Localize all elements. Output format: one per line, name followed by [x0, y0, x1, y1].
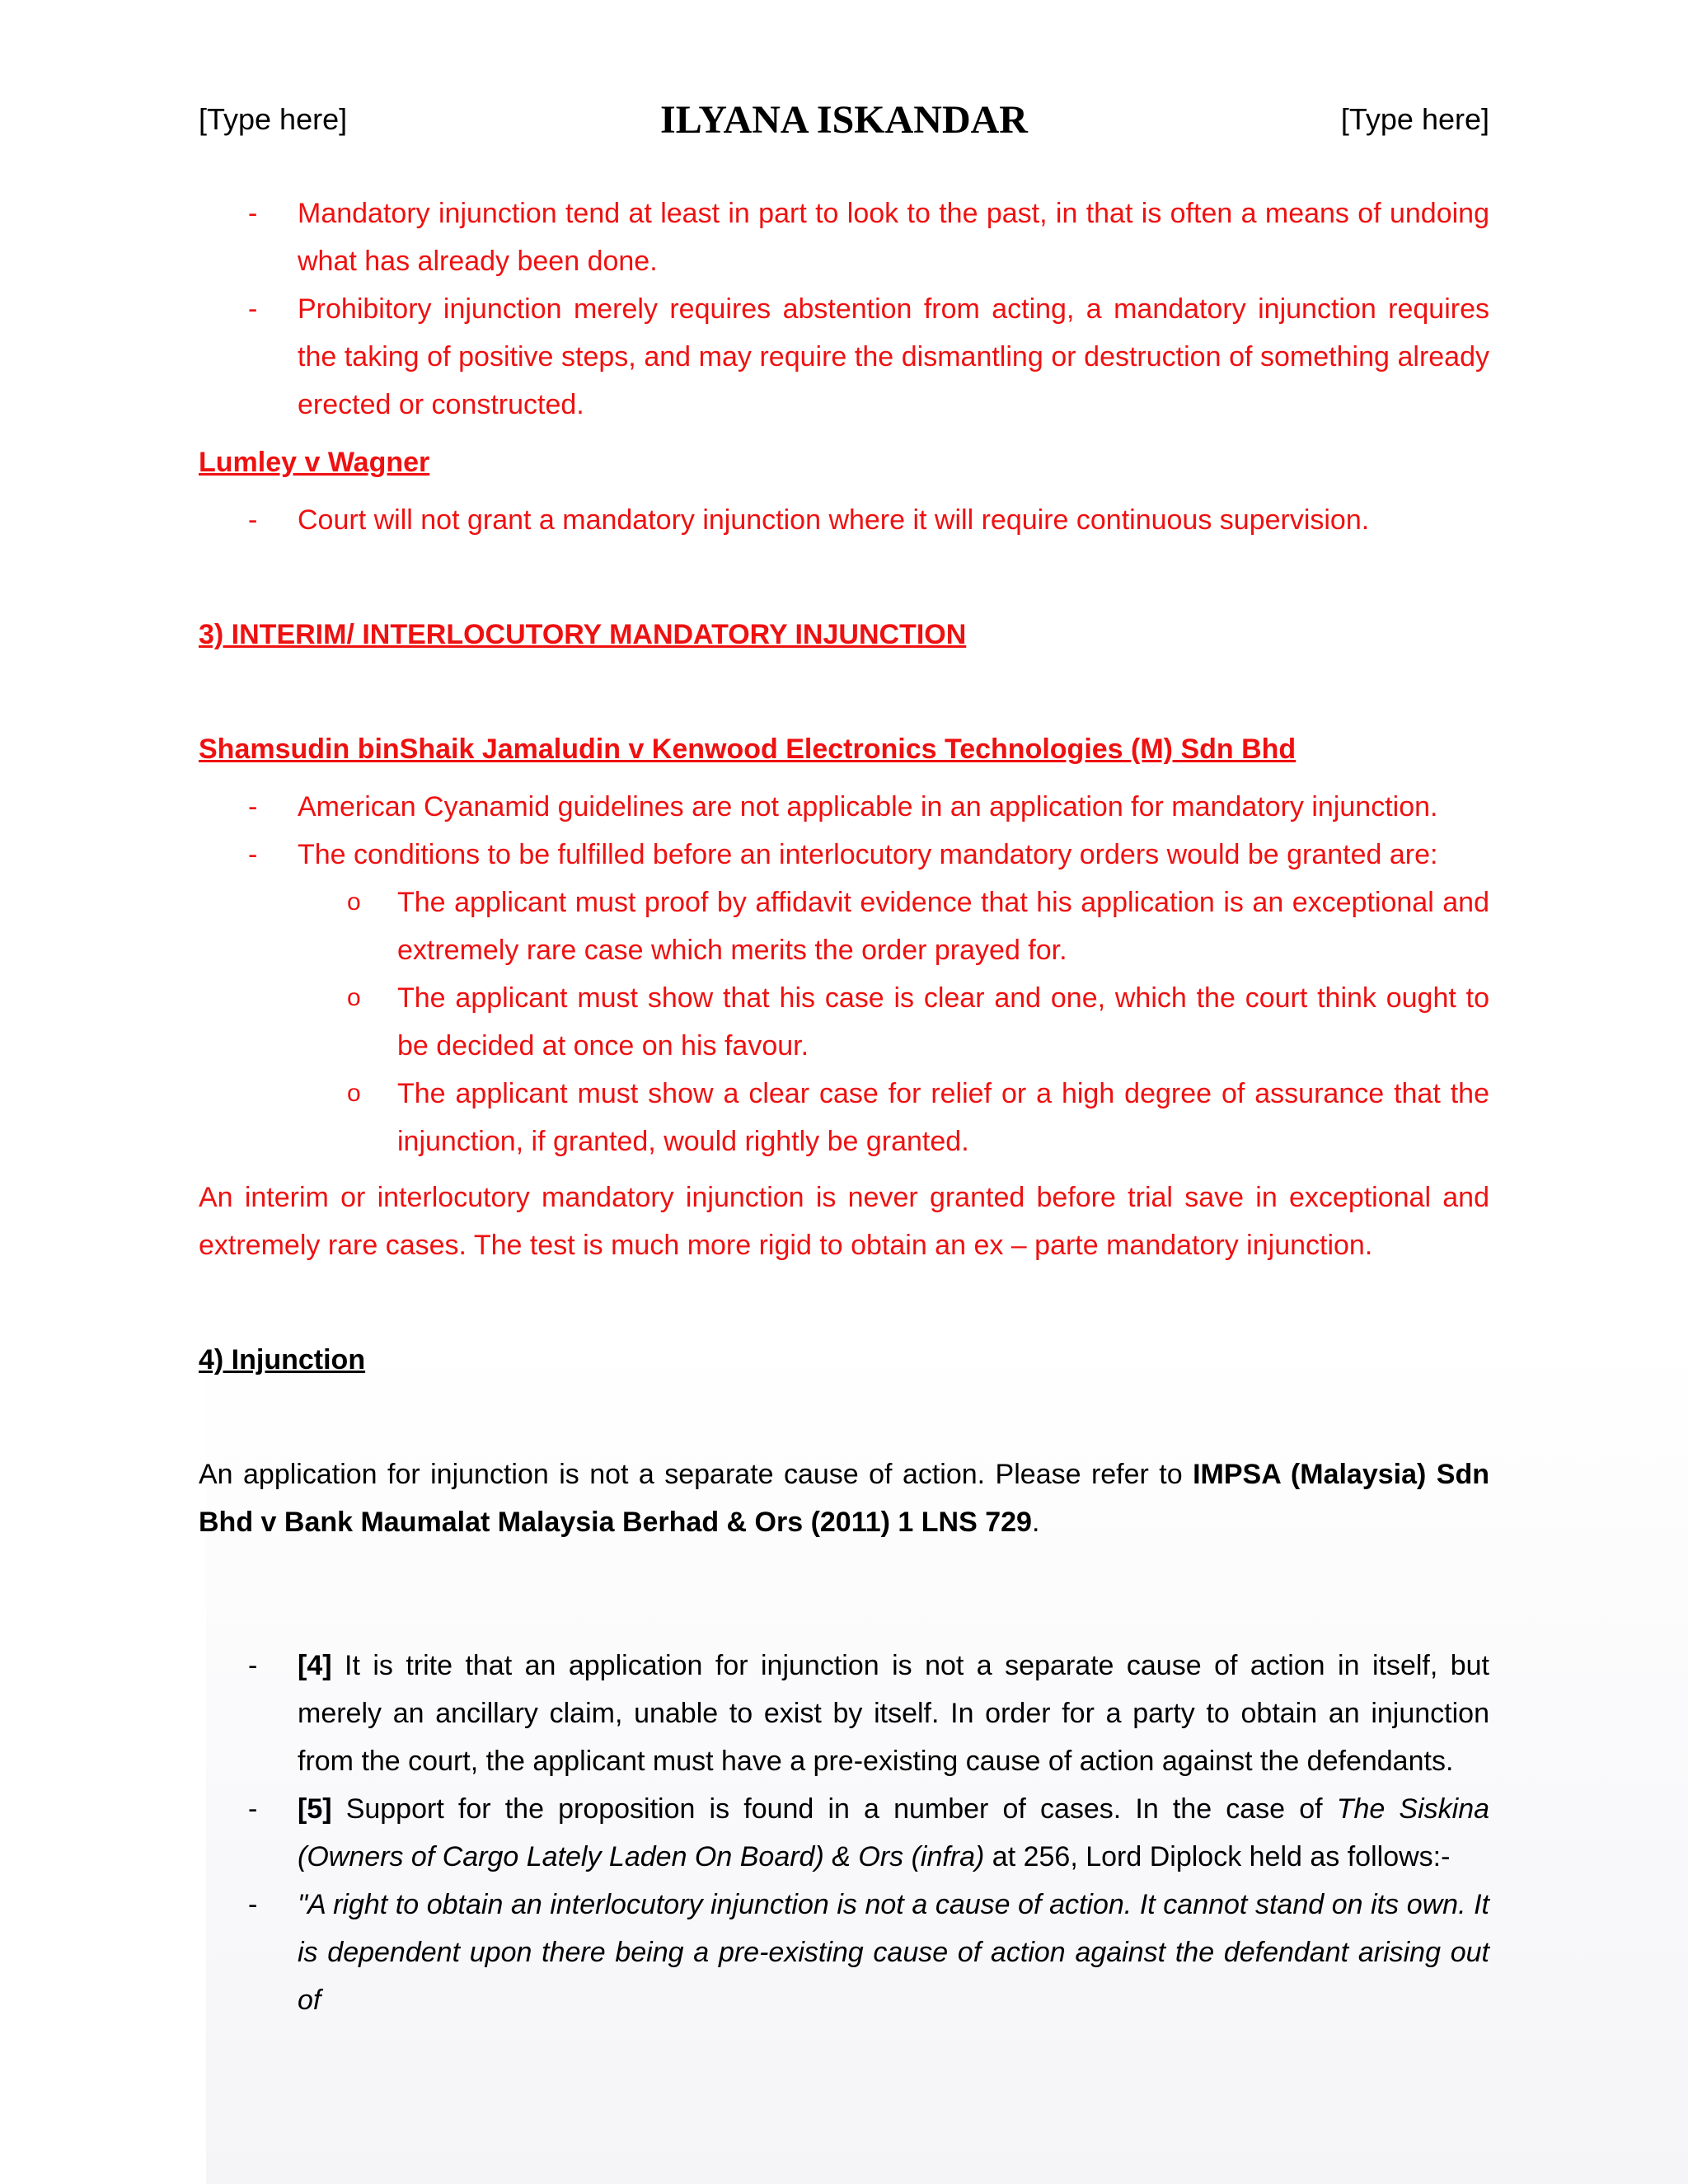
list-item	[199, 496, 1489, 544]
bullet-text: American Cyanamid guidelines are not applicable in an application for mandatory injunction.	[298, 791, 1438, 823]
section-heading-3: 3) INTERIM/ INTERLOCUTORY MANDATORY INJUNCTION	[199, 619, 967, 650]
header-right-placeholder: [Type here]	[1340, 102, 1489, 136]
bullet-body-end: at 256, Lord Diplock held as follows:-	[984, 1841, 1451, 1872]
bullet-text: The conditions to be fulfilled before an interlocutory mandatory orders would be granted are:	[298, 839, 1438, 870]
bullet-text: Mandatory injunction tend at least in part to look to the past, in that is often a means of undoing what has already been done.	[298, 198, 1489, 277]
header-left-placeholder: [Type here]	[199, 102, 348, 136]
list-item	[199, 783, 1489, 831]
bullet-circle: o	[347, 888, 361, 916]
sub-bullet-text: The applicant must show that his case is clear and one, which the court think ought to be decided at once on his favour.	[397, 982, 1489, 1062]
case-citation-siskina: The Siskina (Owners of Cargo Lately Laden On Board) & Ors (infra)	[298, 1793, 1490, 1872]
list-item	[199, 831, 1489, 879]
bullet-body: It is trite that an application for injunction is not a separate cause of action in itself, but merely an ancillary claim, unable to exist by itself. In order for a party to obtain an injunction from the court, the applicant must have a pre-existing cause of action against the defendants.	[298, 1650, 1489, 1777]
bullet-dash: -	[248, 1793, 258, 1825]
paragraph-text: An application for injunction is not a separate cause of action. Please refer to	[199, 1459, 1193, 1490]
case-citation-impsa: IMPSA (Malaysia) Sdn Bhd v Bank Maumalat Malaysia Berhad & Ors (2011) 1 LNS 729	[199, 1459, 1489, 1538]
bullet-dash: -	[248, 504, 258, 536]
sub-list-item	[199, 879, 1489, 974]
bullet-circle: o	[347, 984, 361, 1011]
bullet-text: Court will not grant a mandatory injunction where it will require continuous supervision.	[298, 504, 1370, 536]
sub-bullet-text: The applicant must proof by affidavit evidence that his application is an exceptional and extremely rare case which merits the order prayed for.	[397, 887, 1489, 966]
bullet-dash: -	[248, 1889, 258, 1920]
paragraph-end: .	[1031, 1507, 1040, 1538]
paragraph-number: [5]	[298, 1793, 332, 1825]
case-title-shamsudin: Shamsudin binShaik Jamaludin v Kenwood Electronics Technologies (M) Sdn Bhd	[199, 733, 1296, 765]
bullet-dash: -	[248, 839, 258, 870]
list-item	[199, 190, 1489, 285]
list-item	[199, 285, 1489, 429]
bullet-dash: -	[248, 293, 258, 325]
bullet-dash: -	[248, 1650, 258, 1681]
header-title: ILYANA ISKANDAR	[660, 98, 1028, 142]
bullet-dash: -	[248, 198, 258, 229]
sub-list-item	[199, 1070, 1489, 1165]
list-item	[199, 1881, 1489, 2024]
bullet-text	[298, 1642, 1489, 1785]
list-item	[199, 1642, 1489, 1785]
bullet-circle: o	[347, 1080, 361, 1107]
bullet-text	[298, 1785, 1489, 1881]
quote-text: "A right to obtain an interlocutory injunction is not a cause of action. It cannot stand on its own. It is dependent upon there being a pre-existing cause of action against the defendant arising out of	[298, 1889, 1489, 2016]
sub-bullet-text: The applicant must show a clear case for relief or a high degree of assurance that the injunction, if granted, would rightly be granted.	[397, 1078, 1489, 1157]
bullet-body: Support for the proposition is found in a number of cases. In the case of	[331, 1793, 1337, 1825]
list-item	[199, 1785, 1489, 1881]
section4-paragraph	[199, 1451, 1489, 1546]
paragraph-number: [4]	[298, 1650, 332, 1681]
section3-paragraph: An interim or interlocutory mandatory injunction is never granted before trial save in exceptional and extremely rare cases. The test is much more rigid to obtain an ex – parte mandatory injunction.	[199, 1182, 1489, 1261]
sub-list-item	[199, 974, 1489, 1070]
section-heading-4: 4) Injunction	[199, 1344, 366, 1376]
case-title-lumley: Lumley v Wagner	[199, 447, 430, 478]
bullet-dash: -	[248, 791, 258, 823]
bullet-text: Prohibitory injunction merely requires abstention from acting, a mandatory injunction requires the taking of positive steps, and may require the dismantling or destruction of something already erected or constructed.	[298, 293, 1489, 420]
